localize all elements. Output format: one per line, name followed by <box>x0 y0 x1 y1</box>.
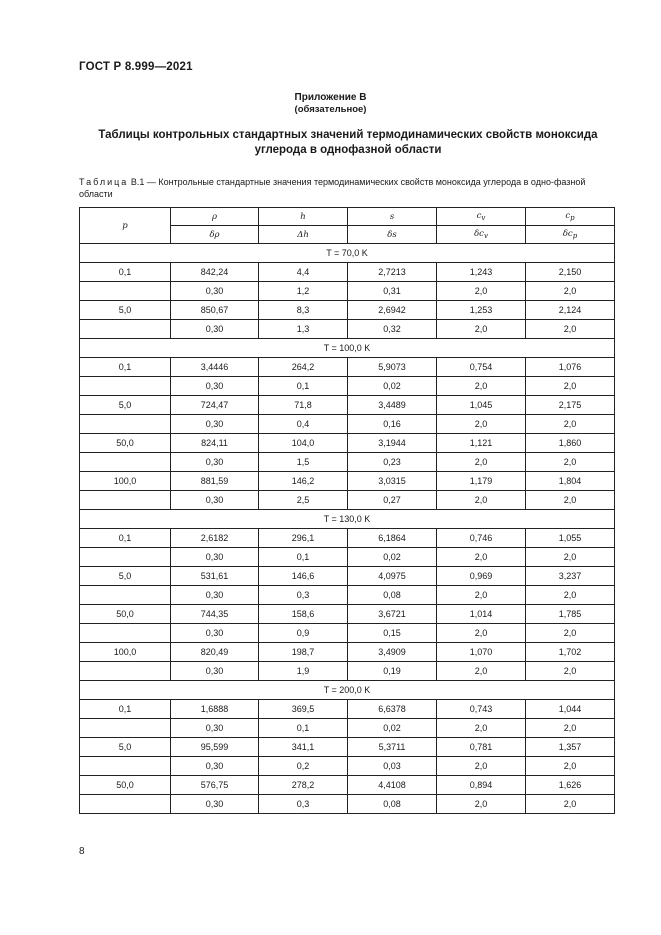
table-cell: 0,30 <box>171 586 259 605</box>
table-row <box>80 586 615 605</box>
table-cell: 0,02 <box>348 719 437 738</box>
appendix-status: (обязательное) <box>294 104 367 115</box>
table-cell: 2,5 <box>259 491 348 510</box>
table-caption-label: Таблица <box>79 177 129 187</box>
table-cell: 1,702 <box>526 643 615 662</box>
table-cell: 576,75 <box>171 776 259 795</box>
table-cell: 0,08 <box>348 795 437 814</box>
table-cell: 2,0 <box>526 320 615 339</box>
table-cell: 1,9 <box>259 662 348 681</box>
table-cell: 0,1 <box>259 377 348 396</box>
table-cell: 1,014 <box>437 605 526 624</box>
table-cell: 100,0 <box>80 472 171 491</box>
table-cell: 0,03 <box>348 757 437 776</box>
table-cell: 0,27 <box>348 491 437 510</box>
table-cell: 2,0 <box>526 377 615 396</box>
table-cell: 0,19 <box>348 662 437 681</box>
table-row <box>80 472 615 491</box>
table-cell: 1,860 <box>526 434 615 453</box>
header-entropy-unc: δs <box>348 226 437 244</box>
table-cell: 2,0 <box>526 491 615 510</box>
table-row <box>80 529 615 548</box>
table-cell: 2,0 <box>526 548 615 567</box>
table-cell: 1,804 <box>526 472 615 491</box>
table-cell: 1,179 <box>437 472 526 491</box>
temperature-row <box>80 244 615 263</box>
table-cell: 2,150 <box>526 263 615 282</box>
header-enthalpy: h <box>259 208 348 226</box>
temperature-row <box>80 339 615 358</box>
table-cell: 3,4909 <box>348 643 437 662</box>
page-number: 8 <box>79 846 85 857</box>
table-cell: 881,59 <box>171 472 259 491</box>
table-cell: 0,743 <box>437 700 526 719</box>
table-cell: 6,6378 <box>348 700 437 719</box>
header-density: ρ <box>171 208 259 226</box>
table-cell <box>80 415 171 434</box>
table-cell: 0,02 <box>348 548 437 567</box>
table-cell: 2,0 <box>437 415 526 434</box>
table-row <box>80 453 615 472</box>
table-row <box>80 719 615 738</box>
table-cell: 146,6 <box>259 567 348 586</box>
table-cell: 2,0 <box>526 415 615 434</box>
table-cell: 2,7213 <box>348 263 437 282</box>
header-enthalpy-unc: Δh <box>259 226 348 244</box>
table-body <box>80 244 615 814</box>
table-cell: 2,124 <box>526 301 615 320</box>
standard-code: ГОСТ Р 8.999—2021 <box>79 61 193 73</box>
table-cell <box>80 624 171 643</box>
table-cell: 95,599 <box>171 738 259 757</box>
table-cell: 1,626 <box>526 776 615 795</box>
table-cell: 2,6942 <box>348 301 437 320</box>
table-cell <box>80 282 171 301</box>
table-row <box>80 263 615 282</box>
appendix-title: Приложение В <box>294 92 367 103</box>
header-pressure: p <box>80 208 171 244</box>
table-cell: 1,076 <box>526 358 615 377</box>
table-cell <box>80 662 171 681</box>
table-cell: 724,47 <box>171 396 259 415</box>
table-cell: 3,0315 <box>348 472 437 491</box>
temperature-label: T = 200,0 K <box>80 681 615 700</box>
table-cell <box>80 548 171 567</box>
table-row <box>80 434 615 453</box>
table-cell: 3,4489 <box>348 396 437 415</box>
table-cell: 0,3 <box>259 795 348 814</box>
table-cell: 0,781 <box>437 738 526 757</box>
table-cell <box>80 491 171 510</box>
table-row <box>80 738 615 757</box>
table-cell: 50,0 <box>80 776 171 795</box>
table-cell: 0,30 <box>171 415 259 434</box>
table-row <box>80 358 615 377</box>
table-cell: 0,30 <box>171 624 259 643</box>
header-cv: $c_v$ <box>437 208 526 226</box>
table-cell: 1,055 <box>526 529 615 548</box>
properties-table <box>79 207 615 814</box>
temperature-label: T = 100,0 K <box>80 339 615 358</box>
table-cell: 2,0 <box>437 548 526 567</box>
table-caption <box>79 176 619 200</box>
table-cell: 1,6888 <box>171 700 259 719</box>
table-cell: 0,30 <box>171 377 259 396</box>
table-cell: 0,23 <box>348 453 437 472</box>
table-cell: 50,0 <box>80 605 171 624</box>
table-cell: 198,7 <box>259 643 348 662</box>
table-cell: 104,0 <box>259 434 348 453</box>
table-row <box>80 700 615 719</box>
table-cell: 0,1 <box>80 700 171 719</box>
table-cell: 2,0 <box>526 719 615 738</box>
table-cell: 278,2 <box>259 776 348 795</box>
temperature-label: T = 130,0 K <box>80 510 615 529</box>
table-cell <box>80 586 171 605</box>
table-cell: 2,0 <box>526 453 615 472</box>
table-cell: 100,0 <box>80 643 171 662</box>
temperature-label: T = 70,0 K <box>80 244 615 263</box>
table-cell: 0,30 <box>171 320 259 339</box>
table-cell: 8,3 <box>259 301 348 320</box>
table-cell: 0,30 <box>171 757 259 776</box>
table-cell: 5,9073 <box>348 358 437 377</box>
table-cell: 1,357 <box>526 738 615 757</box>
table-cell: 71,8 <box>259 396 348 415</box>
header-cv-unc: $\delta c_v$ <box>437 226 526 244</box>
table-cell <box>80 453 171 472</box>
table-cell: 0,894 <box>437 776 526 795</box>
table-row <box>80 643 615 662</box>
table-cell: 2,0 <box>437 320 526 339</box>
table-cell: 0,969 <box>437 567 526 586</box>
table-row <box>80 605 615 624</box>
table-cell: 5,0 <box>80 301 171 320</box>
table-cell: 0,30 <box>171 453 259 472</box>
table-cell: 0,32 <box>348 320 437 339</box>
table-cell: 0,4 <box>259 415 348 434</box>
table-cell: 1,253 <box>437 301 526 320</box>
table-cell: 0,9 <box>259 624 348 643</box>
table-cell: 1,070 <box>437 643 526 662</box>
table-cell: 2,0 <box>526 795 615 814</box>
table-cell: 2,0 <box>437 719 526 738</box>
table-cell: 3,4446 <box>171 358 259 377</box>
table-row <box>80 396 615 415</box>
table-cell: 0,746 <box>437 529 526 548</box>
table-cell: 341,1 <box>259 738 348 757</box>
table-cell: 4,0975 <box>348 567 437 586</box>
table-cell: 0,2 <box>259 757 348 776</box>
table-cell: 0,02 <box>348 377 437 396</box>
table-row <box>80 662 615 681</box>
table-cell: 824,11 <box>171 434 259 453</box>
table-cell: 0,16 <box>348 415 437 434</box>
header-entropy: s <box>348 208 437 226</box>
table-cell: 5,3711 <box>348 738 437 757</box>
table-cell: 5,0 <box>80 567 171 586</box>
table-row <box>80 776 615 795</box>
table-cell: 1,243 <box>437 263 526 282</box>
table-cell: 2,0 <box>437 757 526 776</box>
table-cell: 0,30 <box>171 719 259 738</box>
table-cell: 0,1 <box>259 719 348 738</box>
temperature-row <box>80 681 615 700</box>
table-row <box>80 301 615 320</box>
table-cell <box>80 320 171 339</box>
table-cell: 2,0 <box>437 377 526 396</box>
table-cell: 0,30 <box>171 795 259 814</box>
table-cell <box>80 719 171 738</box>
table-cell: 0,754 <box>437 358 526 377</box>
table-row <box>80 567 615 586</box>
table-cell: 0,30 <box>171 282 259 301</box>
table-cell: 3,1944 <box>348 434 437 453</box>
document-title: Таблицы контрольных стандартных значений термодинамических свойств моноксида углерода в однофазной области <box>98 129 598 156</box>
table-cell: 2,0 <box>437 282 526 301</box>
table-cell <box>80 795 171 814</box>
table-cell: 5,0 <box>80 396 171 415</box>
table-cell: 0,30 <box>171 662 259 681</box>
table-cell: 0,15 <box>348 624 437 643</box>
table-cell: 4,4108 <box>348 776 437 795</box>
header-row-values <box>80 208 615 226</box>
table-cell: 0,1 <box>80 263 171 282</box>
header-cp: $c_p$ <box>526 208 615 226</box>
table-row <box>80 491 615 510</box>
table-row <box>80 415 615 434</box>
table-cell: 2,0 <box>526 757 615 776</box>
table-cell: 369,5 <box>259 700 348 719</box>
table-row <box>80 320 615 339</box>
table-cell <box>80 377 171 396</box>
table-cell: 2,0 <box>526 662 615 681</box>
table-cell: 2,0 <box>437 491 526 510</box>
table-cell: 50,0 <box>80 434 171 453</box>
table-cell: 2,0 <box>437 795 526 814</box>
table-cell: 531,61 <box>171 567 259 586</box>
table-cell: 0,1 <box>80 358 171 377</box>
table-cell: 2,0 <box>437 586 526 605</box>
table-cell: 820,49 <box>171 643 259 662</box>
header-density-unc: δρ <box>171 226 259 244</box>
table-row <box>80 795 615 814</box>
table-cell: 2,0 <box>437 662 526 681</box>
table-cell: 1,3 <box>259 320 348 339</box>
table-cell: 5,0 <box>80 738 171 757</box>
table-cell: 0,1 <box>259 548 348 567</box>
table-cell: 0,3 <box>259 586 348 605</box>
table-cell: 744,35 <box>171 605 259 624</box>
table-cell: 0,1 <box>80 529 171 548</box>
table-cell: 1,5 <box>259 453 348 472</box>
table-row <box>80 624 615 643</box>
table-row <box>80 377 615 396</box>
table-cell: 296,1 <box>259 529 348 548</box>
table-cell: 0,31 <box>348 282 437 301</box>
table-cell: 3,6721 <box>348 605 437 624</box>
table-cell: 2,175 <box>526 396 615 415</box>
table-cell: 146,2 <box>259 472 348 491</box>
table-cell: 2,0 <box>526 586 615 605</box>
table-cell: 2,0 <box>437 453 526 472</box>
table-cell: 842,24 <box>171 263 259 282</box>
header-cp-unc: $\delta c_p$ <box>526 226 615 244</box>
table-cell: 4,4 <box>259 263 348 282</box>
table-cell: 850,67 <box>171 301 259 320</box>
table-cell: 2,6182 <box>171 529 259 548</box>
table-cell: 0,30 <box>171 548 259 567</box>
temperature-row <box>80 510 615 529</box>
table-cell <box>80 757 171 776</box>
table-cell: 6,1864 <box>348 529 437 548</box>
table-cell: 158,6 <box>259 605 348 624</box>
table-cell: 1,045 <box>437 396 526 415</box>
table-caption-text: В.1 — Контрольные стандартные значения термодинамических свойств моноксида углерода в одно-фазной области <box>79 177 586 199</box>
table-cell: 0,08 <box>348 586 437 605</box>
table-cell: 1,044 <box>526 700 615 719</box>
table-cell: 1,121 <box>437 434 526 453</box>
table-cell: 3,237 <box>526 567 615 586</box>
table-cell: 1,2 <box>259 282 348 301</box>
table-row <box>80 757 615 776</box>
table-row <box>80 282 615 301</box>
table-cell: 1,785 <box>526 605 615 624</box>
table-cell: 264,2 <box>259 358 348 377</box>
table-cell: 0,30 <box>171 491 259 510</box>
table-cell: 2,0 <box>437 624 526 643</box>
table-cell: 2,0 <box>526 624 615 643</box>
table-cell: 2,0 <box>526 282 615 301</box>
table-row <box>80 548 615 567</box>
